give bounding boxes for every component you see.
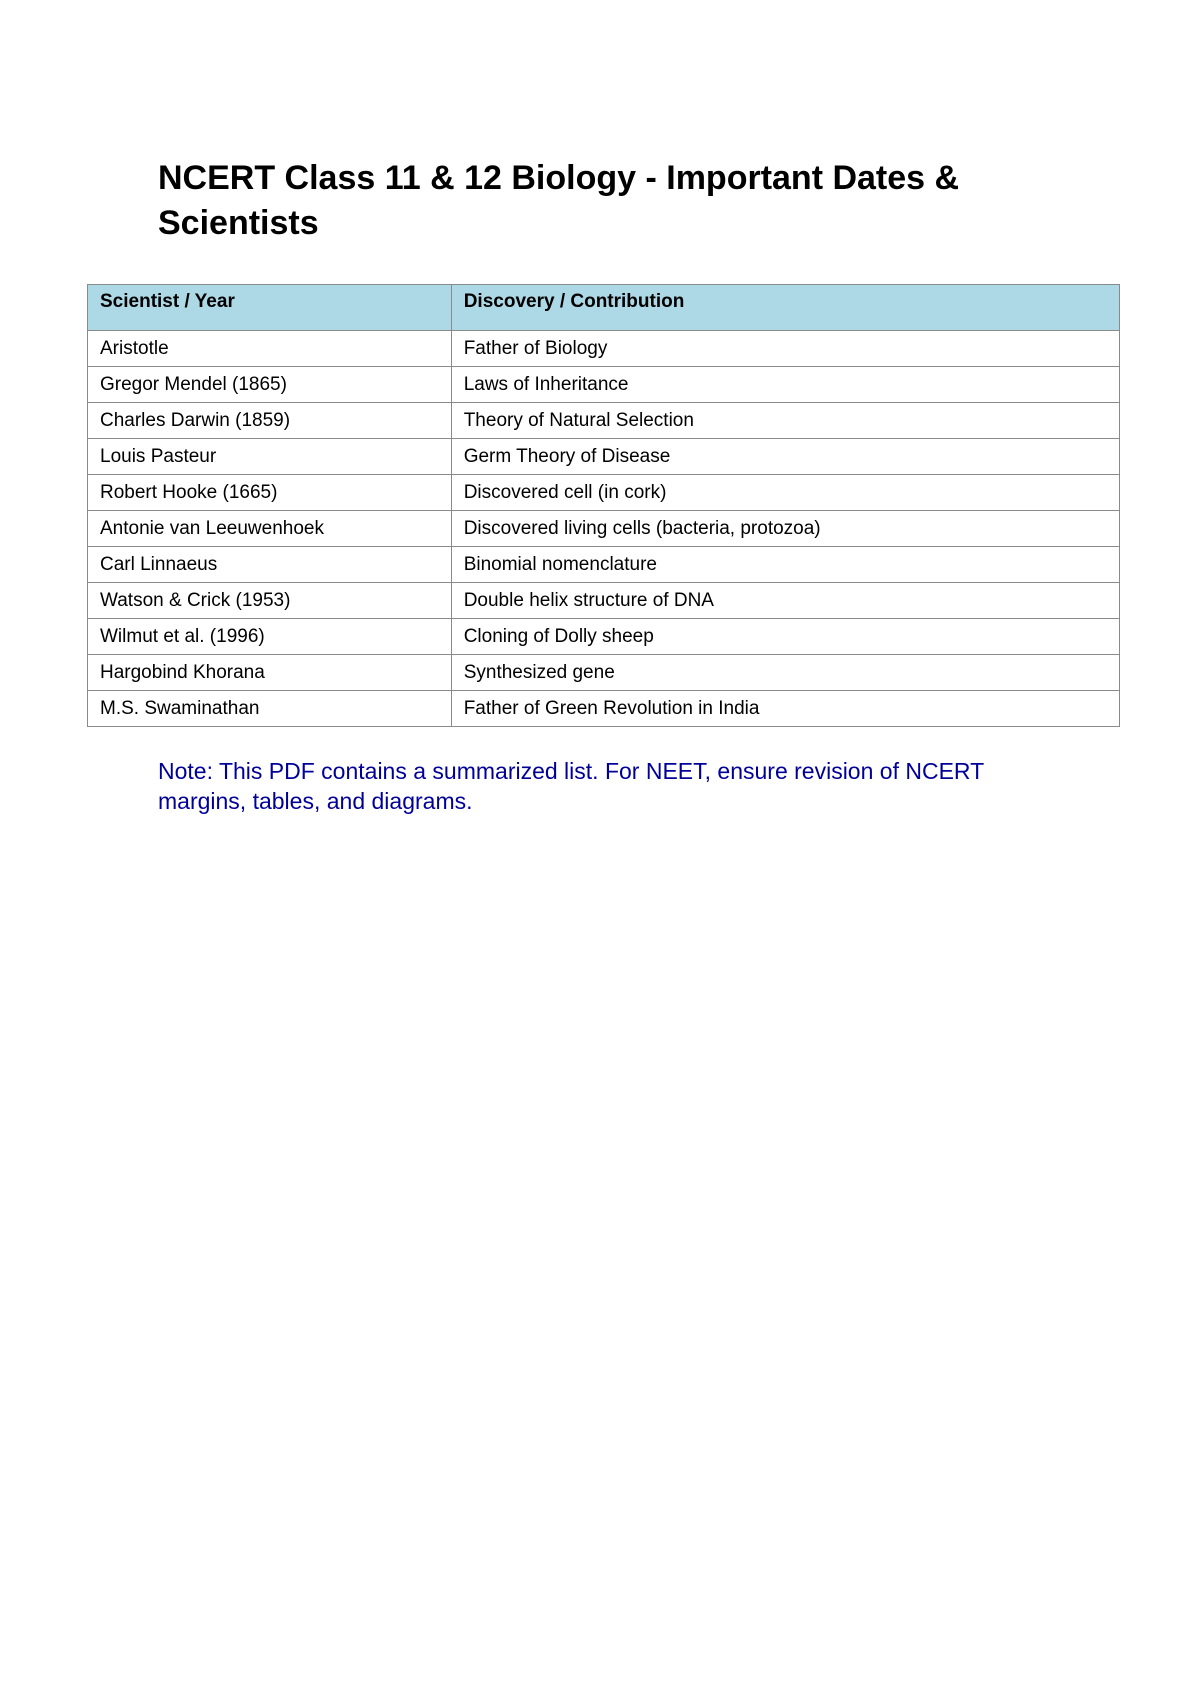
discovery-cell: Binomial nomenclature [451, 547, 1119, 583]
scientist-cell: Carl Linnaeus [88, 547, 452, 583]
revision-note: Note: This PDF contains a summarized list. For NEET, ensure revision of NCERT margins, tables, and diagrams. [158, 758, 984, 814]
discovery-cell: Germ Theory of Disease [451, 439, 1119, 475]
column-header-scientist: Scientist / Year [88, 285, 452, 331]
table-row [88, 691, 1120, 727]
table-row [88, 655, 1120, 691]
table-header-row [88, 285, 1120, 331]
discovery-cell: Synthesized gene [451, 655, 1119, 691]
table-row [88, 619, 1120, 655]
scientist-cell: Aristotle [88, 331, 452, 367]
discovery-cell: Father of Biology [451, 331, 1119, 367]
scientist-cell: M.S. Swaminathan [88, 691, 452, 727]
discovery-cell: Double helix structure of DNA [451, 583, 1119, 619]
table-row [88, 583, 1120, 619]
discovery-cell: Father of Green Revolution in India [451, 691, 1119, 727]
scientist-cell: Antonie van Leeuwenhoek [88, 511, 452, 547]
discovery-cell: Theory of Natural Selection [451, 403, 1119, 439]
table-row [88, 511, 1120, 547]
scientist-cell: Louis Pasteur [88, 439, 452, 475]
table-row [88, 547, 1120, 583]
table-body [88, 331, 1120, 727]
page-title: NCERT Class 11 & 12 Biology - Important Dates & Scientists [158, 159, 960, 242]
table-row [88, 403, 1120, 439]
scientist-cell: Hargobind Khorana [88, 655, 452, 691]
table-row [88, 475, 1120, 511]
table-row [88, 439, 1120, 475]
scientist-cell: Wilmut et al. (1996) [88, 619, 452, 655]
discovery-cell: Discovered living cells (bacteria, protozoa) [451, 511, 1119, 547]
scientist-cell: Watson & Crick (1953) [88, 583, 452, 619]
scientists-table [87, 284, 1120, 727]
discovery-cell: Discovered cell (in cork) [451, 475, 1119, 511]
column-header-discovery: Discovery / Contribution [451, 285, 1119, 331]
discovery-cell: Laws of Inheritance [451, 367, 1119, 403]
table-row [88, 331, 1120, 367]
table-row [88, 367, 1120, 403]
scientist-cell: Charles Darwin (1859) [88, 403, 452, 439]
discovery-cell: Cloning of Dolly sheep [451, 619, 1119, 655]
scientist-cell: Gregor Mendel (1865) [88, 367, 452, 403]
scientist-cell: Robert Hooke (1665) [88, 475, 452, 511]
